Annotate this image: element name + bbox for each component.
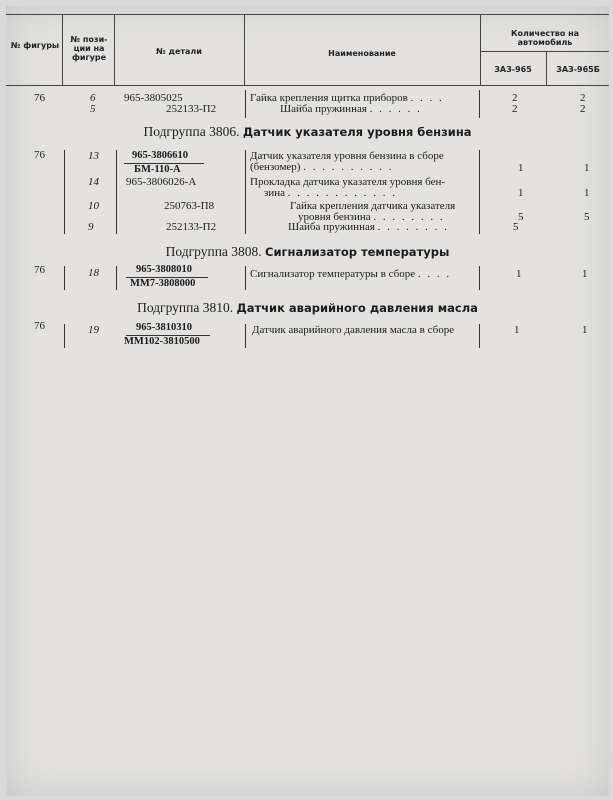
column-rule [64, 266, 65, 290]
column-rule [245, 150, 246, 234]
subgroup-3806-heading: Подгруппа 3806. Датчик указателя уровня бензина [143, 124, 472, 139]
qty-zaz965b: 1 [584, 187, 590, 199]
column-divider [114, 15, 115, 85]
part-number: 250763-П8 [164, 200, 215, 212]
part-number: 252133-П2 [166, 221, 217, 233]
qty-zaz965b: 1 [584, 162, 590, 174]
part-number: 965-3808010 [136, 264, 192, 275]
column-rule [64, 150, 65, 234]
part-name: Сигнализатор температуры в сборе . . . . [250, 268, 452, 280]
part-name: Гайка крепления датчика указателя [290, 200, 456, 212]
qty-zaz965b: 1 [582, 268, 588, 280]
catalog-page [6, 6, 609, 796]
column-divider [62, 15, 63, 85]
column-rule [245, 324, 246, 348]
column-rule [245, 266, 246, 290]
position-number: 10 [88, 200, 99, 212]
position-number: 6 [90, 92, 96, 104]
part-number-alt: БМ-110-А [134, 164, 181, 175]
column-rule [479, 324, 480, 348]
position-number: 18 [88, 267, 99, 279]
part-name: Прокладка датчика указателя уровня бен- [250, 176, 446, 188]
figure-number: 76 [34, 92, 45, 104]
qty-zaz965: 1 [514, 324, 520, 336]
subgroup-3808-heading: Подгруппа 3808. Сигнализатор температуры [165, 244, 450, 259]
subgroup-3810-heading: Подгруппа 3810. Датчик аварийного давления масла [137, 300, 478, 315]
column-rule [116, 150, 117, 234]
qty-zaz965b: 2 [580, 103, 586, 115]
part-name: Датчик аварийного давления масла в сборе [252, 324, 455, 336]
column-rule [64, 324, 65, 348]
table-header [6, 14, 609, 86]
part-name: Шайба пружинная . . . . . . . . [288, 221, 449, 233]
header-divider [480, 51, 609, 52]
position-number: 13 [88, 150, 99, 162]
part-number: 965-3810310 [136, 322, 192, 333]
column-divider [480, 15, 481, 85]
qty-zaz965b: 5 [584, 211, 590, 223]
qty-zaz965: 1 [518, 162, 524, 174]
qty-zaz965: 2 [512, 103, 518, 115]
qty-zaz965: 1 [518, 187, 524, 199]
qty-zaz965: 2 [512, 92, 518, 104]
figure-number: 76 [34, 149, 45, 161]
part-name-cont: уровня бензина . . . . . . . . [298, 211, 445, 223]
part-name-cont: зина . . . . . . . . . . . . [264, 187, 398, 199]
part-name: Гайка крепления щитка приборов . . . . [250, 92, 444, 104]
column-divider [546, 51, 547, 85]
part-number-alt: ММ7-3808000 [130, 278, 196, 289]
qty-zaz965: 1 [516, 268, 522, 280]
header-model-zaz965b: ЗАЗ-965Б [556, 65, 600, 74]
header-model-zaz965: ЗАЗ-965 [494, 65, 532, 74]
header-name: Наименование [328, 49, 396, 58]
part-name: Датчик указателя уровня бензина в сборе [250, 150, 444, 162]
position-number: 19 [88, 324, 99, 336]
position-number: 14 [88, 176, 99, 188]
figure-number: 76 [34, 320, 45, 332]
column-divider [244, 15, 245, 85]
part-number: 965-3806026-А [126, 176, 197, 188]
qty-zaz965: 5 [518, 211, 524, 223]
qty-zaz965: 5 [513, 221, 519, 233]
position-number: 5 [90, 103, 96, 115]
figure-number: 76 [34, 264, 45, 276]
header-position: № пози-ции на фигуре [70, 35, 108, 62]
header-part-number: № детали [156, 47, 202, 56]
header-quantity: Количество на автомобиль [510, 29, 580, 47]
qty-zaz965b: 1 [582, 324, 588, 336]
part-number: 965-3806610 [132, 150, 188, 161]
column-rule [245, 90, 246, 118]
part-name: Шайба пружинная . . . . . . [280, 103, 422, 115]
column-rule [479, 266, 480, 290]
part-number: 965-3805025 [124, 92, 183, 104]
column-rule [479, 90, 480, 118]
column-rule [479, 150, 480, 234]
part-number-alt: ММ102-3810500 [124, 336, 200, 347]
position-number: 9 [88, 221, 94, 233]
column-rule [116, 266, 117, 290]
header-figure: № фигуры [10, 41, 60, 50]
part-number: 252133-П2 [166, 103, 217, 115]
qty-zaz965b: 2 [580, 92, 586, 104]
part-name-cont: (бензомер) . . . . . . . . . . [250, 161, 394, 173]
